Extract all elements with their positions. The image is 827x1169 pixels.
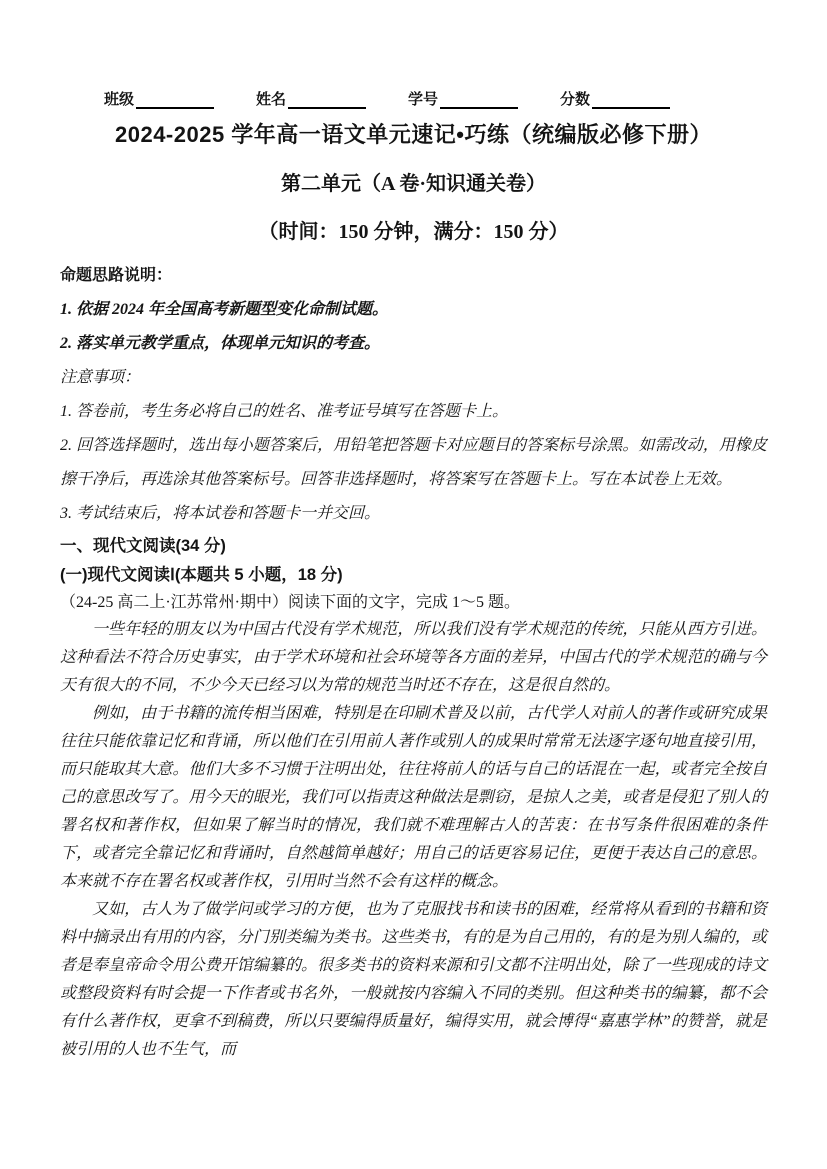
score-blank-line <box>592 92 670 109</box>
student-number-label: 学号 <box>408 91 439 108</box>
class-blank-line <box>136 92 214 109</box>
reading-section <box>60 533 767 1064</box>
paper-title: 2024-2025 学年高一语文单元速记•巧练（统编版必修下册） <box>114 122 713 147</box>
intent-heading: 命题思路说明： <box>60 267 173 284</box>
unit-title: 第二单元（A 卷·知识通关卷） <box>280 173 546 195</box>
name-field <box>256 88 366 109</box>
student-number-blank-line <box>440 92 518 109</box>
notes-block <box>60 259 767 531</box>
intent-item-2: 2. 落实单元教学重点，体现单元知识的考查。 <box>60 335 381 352</box>
score-field <box>560 88 670 109</box>
class-field <box>104 88 214 109</box>
time-score-line: （时间：150 分钟，满分：150 分） <box>258 221 569 243</box>
score-label: 分数 <box>560 91 591 108</box>
reading-paragraph-3: 又如，古人为了做学问或学习的方便，也为了克服找书和读书的困难，经常将从看到的书籍和资料中摘录出有用的内容，分门别类编为类书。这些类书，有的是为自己用的，有的是为别人编的，或者是奉皇帝命令用公费开馆编纂的。很多类书的资料来源和引文都不注明出处，除了一些现成的诗文或整段资料有时会提一下作者或书名外，一般就按内容编入不同的类别。但这种类书的编纂，都不会有什么著作权，更拿不到稿费，所以只要编得质量好，编得实用，就会博得“嘉惠学林”的赞誉，就是被引用的人也不生气，而 <box>60 901 767 1058</box>
class-label: 班级 <box>104 91 135 108</box>
notice-heading: 注意事项： <box>60 369 141 386</box>
name-label: 姓名 <box>256 91 287 108</box>
reading-paragraph-1: 一些年轻的朋友以为中国古代没有学术规范，所以我们没有学术规范的传统，只能从西方引进。这种看法不符合历史事实，由于学术环境和社会环境等各方面的差异，中国古代的学术规范的确与今天有很大的不同，不少今天已经习以为常的规范当时还不存在，这是很自然的。 <box>60 621 767 694</box>
notice-item-3: 3. 考试结束后，将本试卷和答题卡一并交回。 <box>60 505 381 522</box>
notice-item-2: 2. 回答选择题时，选出每小题答案后，用铅笔把答题卡对应题目的答案标号涂黑。如需改动，用橡皮擦干净后，再选涂其他答案标号。回答非选择题时，将答案写在答题卡上。写在本试卷上无效。 <box>60 437 767 488</box>
name-blank-line <box>288 92 366 109</box>
reading-paragraph-2: 例如，由于书籍的流传相当困难，特别是在印刷术普及以前，古代学人对前人的著作或研究成果往往只能依靠记忆和背诵，所以他们在引用前人著作或别人的成果时常常无法逐字逐句地直接引用，而只能取其大意。他们大多不习惯于注明出处，往往将前人的话与自己的话混在一起，或者完全按自己的意思改写了。用今天的眼光，我们可以指责这种做法是剽窃，是掠人之美，或者是侵犯了别人的署名权和著作权，但如果了解当时的情况，我们就不难理解古人的苦衷：在书写条件很困难的条件下，或者完全靠记忆和背诵时，自然越简单越好；用自己的话更容易记住，更便于表达自己的意思。本来就不存在署名权或著作权，引用时当然不会有这样的概念。 <box>60 705 767 890</box>
student-number-field <box>408 88 518 109</box>
question-source-line: （24-25 高二上·江苏常州·期中）阅读下面的文字，完成 1～5 题。 <box>60 594 520 611</box>
section-heading-modern-reading: 一、现代文阅读(34 分) <box>60 537 226 555</box>
notice-item-1: 1. 答卷前，考生务必将自己的姓名、准考证号填写在答题卡上。 <box>60 403 509 420</box>
intent-item-1: 1. 依据 2024 年全国高考新题型变化命制试题。 <box>60 301 389 318</box>
subsection-heading-reading-1: (一)现代文阅读Ⅰ(本题共 5 小题，18 分) <box>60 566 343 584</box>
student-info-row <box>60 88 767 109</box>
